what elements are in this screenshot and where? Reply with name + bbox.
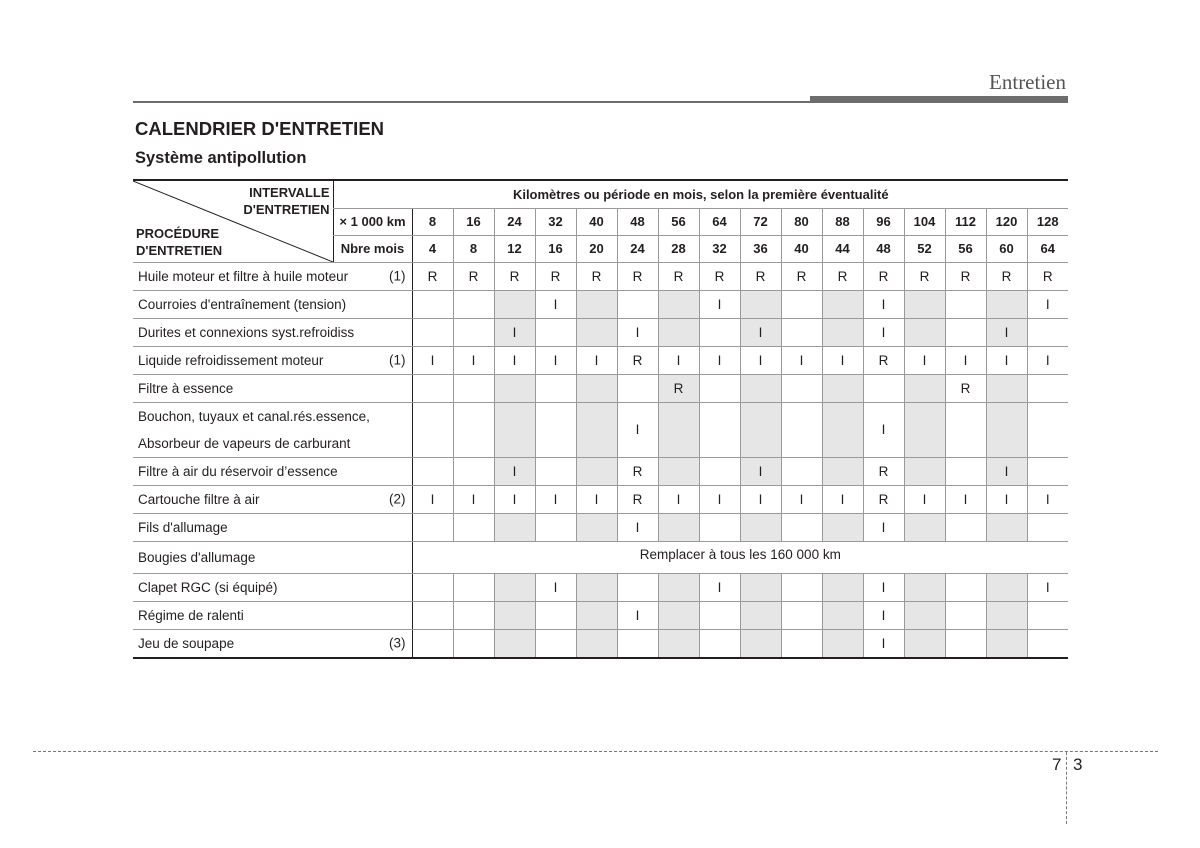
km-value: 112	[945, 208, 986, 235]
schedule-cell	[617, 374, 658, 402]
schedule-cell	[1027, 374, 1068, 402]
schedule-cell	[822, 513, 863, 541]
months-value: 12	[494, 235, 535, 262]
row-coolant	[133, 346, 1068, 374]
schedule-cell: I	[412, 485, 453, 513]
schedule-cell: R	[617, 485, 658, 513]
schedule-cell	[945, 573, 986, 601]
interval-label: INTERVALLE D'ENTRETIEN	[243, 185, 330, 217]
schedule-cell: R	[494, 262, 535, 290]
schedule-cell	[658, 629, 699, 658]
procedure-label: Cartouche filtre à air	[138, 491, 260, 507]
schedule-cell	[576, 374, 617, 402]
schedule-cell: I	[986, 346, 1027, 374]
schedule-cell	[1027, 318, 1068, 346]
schedule-cell	[535, 374, 576, 402]
schedule-cell: I	[863, 629, 904, 658]
procedure-cell	[133, 573, 412, 601]
months-value: 52	[904, 235, 945, 262]
schedule-cell	[658, 573, 699, 601]
schedule-cell: I	[535, 290, 576, 318]
schedule-cell: I	[1027, 485, 1068, 513]
schedule-cell	[535, 457, 576, 485]
months-label: Nbre mois	[333, 235, 412, 262]
months-value: 56	[945, 235, 986, 262]
schedule-cell	[494, 573, 535, 601]
procedure-label: Bouchon, tuyaux et canal.rés.essence,	[138, 408, 370, 424]
schedule-cell	[453, 318, 494, 346]
schedule-cell	[822, 402, 863, 457]
section-title: Entretien	[989, 70, 1066, 94]
km-value: 120	[986, 208, 1027, 235]
schedule-cell	[699, 374, 740, 402]
km-value: 104	[904, 208, 945, 235]
schedule-cell	[781, 374, 822, 402]
schedule-cell	[822, 374, 863, 402]
schedule-cell	[740, 513, 781, 541]
months-value: 8	[453, 235, 494, 262]
schedule-cell	[781, 290, 822, 318]
procedure-label-line2: Absorbeur de vapeurs de carburant	[138, 435, 351, 451]
km-value: 72	[740, 208, 781, 235]
schedule-cell: I	[986, 485, 1027, 513]
schedule-cell	[658, 601, 699, 629]
row-ignition-wires	[133, 513, 1068, 541]
km-value: 96	[863, 208, 904, 235]
schedule-cell: R	[535, 262, 576, 290]
schedule-cell: R	[658, 262, 699, 290]
schedule-cell: I	[617, 601, 658, 629]
km-value: 80	[781, 208, 822, 235]
schedule-cell	[658, 318, 699, 346]
schedule-cell: I	[494, 485, 535, 513]
schedule-cell: I	[453, 346, 494, 374]
schedule-cell	[945, 601, 986, 629]
schedule-cell	[781, 402, 822, 457]
procedure-note: (2)	[389, 491, 406, 507]
schedule-cell: R	[863, 457, 904, 485]
schedule-cell	[781, 457, 822, 485]
schedule-cell	[494, 290, 535, 318]
procedure-label: Filtre à air du réservoir d’essence	[138, 463, 338, 479]
schedule-cell	[822, 457, 863, 485]
table-corner-header	[133, 180, 333, 262]
schedule-cell: I	[740, 485, 781, 513]
procedure-cell	[133, 318, 412, 346]
schedule-cell	[986, 513, 1027, 541]
schedule-cell	[1027, 402, 1068, 457]
row-cooling-hoses	[133, 318, 1068, 346]
schedule-cell	[740, 374, 781, 402]
schedule-cell: R	[412, 262, 453, 290]
km-value: 16	[453, 208, 494, 235]
schedule-cell: I	[453, 485, 494, 513]
schedule-cell	[863, 374, 904, 402]
schedule-cell	[699, 402, 740, 457]
schedule-cell	[904, 457, 945, 485]
procedure-label: Durites et connexions syst.refroidiss	[138, 324, 355, 340]
schedule-cell: R	[617, 346, 658, 374]
km-value: 64	[699, 208, 740, 235]
schedule-cell	[453, 601, 494, 629]
months-value: 60	[986, 235, 1027, 262]
schedule-cell	[740, 402, 781, 457]
schedule-cell	[412, 457, 453, 485]
schedule-cell: I	[617, 513, 658, 541]
km-value: 88	[822, 208, 863, 235]
months-value: 48	[863, 235, 904, 262]
procedure-label: Régime de ralenti	[138, 607, 244, 623]
schedule-cell: I	[576, 485, 617, 513]
schedule-cell	[945, 513, 986, 541]
schedule-cell: I	[945, 346, 986, 374]
schedule-cell	[658, 402, 699, 457]
page-number: 3	[1073, 755, 1083, 774]
km-value: 48	[617, 208, 658, 235]
procedure-label: Bougies d'allumage	[138, 549, 256, 565]
schedule-cell: I	[494, 346, 535, 374]
schedule-cell	[576, 318, 617, 346]
schedule-cell: I	[740, 318, 781, 346]
schedule-cell: R	[1027, 262, 1068, 290]
schedule-cell	[535, 402, 576, 457]
schedule-cell: I	[535, 346, 576, 374]
schedule-cell	[986, 573, 1027, 601]
schedule-cell	[412, 573, 453, 601]
schedule-cell	[740, 629, 781, 658]
schedule-cell	[617, 629, 658, 658]
schedule-cell: I	[863, 290, 904, 318]
row-fuel-cap	[133, 402, 1068, 457]
schedule-cell	[904, 290, 945, 318]
footer-divider	[1066, 752, 1067, 824]
schedule-cell: I	[863, 402, 904, 457]
schedule-cell: I	[863, 318, 904, 346]
schedule-cell	[453, 402, 494, 457]
schedule-cell	[494, 601, 535, 629]
schedule-cell	[535, 513, 576, 541]
schedule-cell: I	[617, 402, 658, 457]
km-value: 128	[1027, 208, 1068, 235]
schedule-cell: I	[904, 346, 945, 374]
schedule-cell	[494, 629, 535, 658]
schedule-cell	[412, 629, 453, 658]
schedule-cell	[699, 513, 740, 541]
schedule-cell	[699, 629, 740, 658]
schedule-cell	[904, 629, 945, 658]
months-value: 16	[535, 235, 576, 262]
schedule-cell	[535, 629, 576, 658]
schedule-cell	[822, 318, 863, 346]
schedule-cell	[986, 601, 1027, 629]
schedule-cell	[576, 290, 617, 318]
schedule-cell	[904, 318, 945, 346]
schedule-cell	[904, 374, 945, 402]
schedule-cell	[453, 629, 494, 658]
km-value: 24	[494, 208, 535, 235]
schedule-cell	[576, 629, 617, 658]
schedule-cell: I	[986, 457, 1027, 485]
schedule-cell	[781, 573, 822, 601]
months-value: 36	[740, 235, 781, 262]
schedule-cell	[740, 601, 781, 629]
schedule-cell: R	[945, 374, 986, 402]
schedule-cell: I	[699, 485, 740, 513]
schedule-cell: R	[453, 262, 494, 290]
procedure-cell	[133, 262, 412, 290]
schedule-cell: I	[781, 485, 822, 513]
schedule-cell: I	[658, 346, 699, 374]
schedule-cell	[699, 601, 740, 629]
schedule-cell	[453, 513, 494, 541]
schedule-cell: I	[945, 485, 986, 513]
schedule-cell: R	[699, 262, 740, 290]
schedule-cell: I	[412, 346, 453, 374]
schedule-cell: I	[699, 346, 740, 374]
schedule-cell	[1027, 513, 1068, 541]
row-tank-air-filter	[133, 457, 1068, 485]
procedure-label: Jeu de soupape	[138, 635, 235, 651]
schedule-cell: I	[863, 513, 904, 541]
schedule-cell: I	[1027, 573, 1068, 601]
schedule-cell: R	[576, 262, 617, 290]
procedure-cell	[133, 402, 412, 457]
schedule-cell: R	[617, 262, 658, 290]
schedule-cell	[535, 318, 576, 346]
schedule-cell	[945, 318, 986, 346]
schedule-cell	[494, 402, 535, 457]
schedule-cell	[699, 318, 740, 346]
schedule-cell: R	[863, 346, 904, 374]
procedure-cell	[133, 457, 412, 485]
schedule-cell	[617, 290, 658, 318]
schedule-cell: I	[535, 485, 576, 513]
procedure-cell	[133, 485, 412, 513]
months-value: 20	[576, 235, 617, 262]
procedure-label: Courroies d'entraînement (tension)	[138, 296, 347, 312]
schedule-cell	[658, 457, 699, 485]
schedule-cell	[945, 290, 986, 318]
schedule-cell	[904, 573, 945, 601]
schedule-cell	[617, 573, 658, 601]
schedule-cell	[576, 513, 617, 541]
procedure-cell	[133, 374, 412, 402]
schedule-cell	[576, 601, 617, 629]
schedule-cell	[986, 374, 1027, 402]
schedule-cell	[986, 402, 1027, 457]
schedule-cell	[986, 629, 1027, 658]
schedule-cell	[453, 290, 494, 318]
interval-span-header: Kilomètres ou période en mois, selon la première éventualité	[333, 180, 1068, 208]
schedule-cell: I	[699, 290, 740, 318]
header-rule-accent	[810, 96, 1068, 103]
schedule-cell	[740, 573, 781, 601]
schedule-cell: R	[822, 262, 863, 290]
schedule-cell	[740, 290, 781, 318]
schedule-cell	[494, 513, 535, 541]
schedule-cell	[781, 318, 822, 346]
schedule-cell: I	[740, 346, 781, 374]
schedule-cell	[1027, 629, 1068, 658]
row-air-cleaner	[133, 485, 1068, 513]
schedule-cell: I	[740, 457, 781, 485]
row-pcv-valve	[133, 573, 1068, 601]
procedure-label: Filtre à essence	[138, 380, 234, 396]
schedule-cell	[412, 318, 453, 346]
schedule-cell	[822, 290, 863, 318]
schedule-cell	[945, 457, 986, 485]
schedule-cell: I	[781, 346, 822, 374]
schedule-cell: I	[1027, 290, 1068, 318]
procedure-cell	[133, 541, 412, 573]
schedule-cell: R	[945, 262, 986, 290]
schedule-cell	[822, 573, 863, 601]
months-value: 28	[658, 235, 699, 262]
schedule-cell: R	[658, 374, 699, 402]
schedule-cell	[699, 457, 740, 485]
schedule-cell	[904, 513, 945, 541]
schedule-cell	[781, 513, 822, 541]
schedule-cell: I	[986, 318, 1027, 346]
schedule-cell	[904, 402, 945, 457]
schedule-cell: R	[986, 262, 1027, 290]
page-subtitle: Système antipollution	[135, 149, 307, 167]
row-spark-plugs	[133, 541, 1068, 573]
schedule-cell	[576, 402, 617, 457]
footer-rule	[33, 751, 1158, 752]
schedule-cell	[1027, 457, 1068, 485]
row-drive-belts	[133, 290, 1068, 318]
schedule-cell: R	[863, 262, 904, 290]
schedule-cell	[986, 290, 1027, 318]
schedule-cell	[494, 374, 535, 402]
km-label: × 1 000 km	[333, 208, 412, 235]
schedule-cell	[822, 601, 863, 629]
months-value: 44	[822, 235, 863, 262]
schedule-cell	[412, 513, 453, 541]
schedule-cell: R	[781, 262, 822, 290]
schedule-cell	[576, 573, 617, 601]
km-value: 8	[412, 208, 453, 235]
schedule-cell: R	[904, 262, 945, 290]
schedule-cell: I	[535, 573, 576, 601]
schedule-cell: R	[617, 457, 658, 485]
months-value: 40	[781, 235, 822, 262]
months-value: 4	[412, 235, 453, 262]
schedule-cell	[453, 457, 494, 485]
procedure-cell	[133, 346, 412, 374]
row-engine-oil	[133, 262, 1068, 290]
km-value: 56	[658, 208, 699, 235]
page-title: CALENDRIER D'ENTRETIEN	[135, 118, 385, 139]
schedule-cell	[1027, 601, 1068, 629]
schedule-cell	[781, 629, 822, 658]
months-value: 24	[617, 235, 658, 262]
schedule-cell	[453, 374, 494, 402]
schedule-cell	[658, 290, 699, 318]
procedure-label: Clapet RGC (si équipé)	[138, 579, 278, 595]
schedule-cell	[576, 457, 617, 485]
schedule-cell	[822, 629, 863, 658]
procedure-label: Fils d'allumage	[138, 519, 228, 535]
schedule-cell: I	[863, 601, 904, 629]
schedule-cell: I	[576, 346, 617, 374]
months-value: 64	[1027, 235, 1068, 262]
schedule-cell	[945, 629, 986, 658]
schedule-cell: I	[904, 485, 945, 513]
schedule-cell: R	[740, 262, 781, 290]
procedure-label: Huile moteur et filtre à huile moteur	[138, 268, 349, 284]
schedule-cell	[904, 601, 945, 629]
schedule-cell	[412, 290, 453, 318]
schedule-cell: I	[822, 346, 863, 374]
procedure-note: (1)	[389, 352, 406, 368]
schedule-cell: I	[863, 573, 904, 601]
row-fuel-filter	[133, 374, 1068, 402]
schedule-cell	[412, 402, 453, 457]
schedule-cell: I	[822, 485, 863, 513]
schedule-cell	[945, 402, 986, 457]
schedule-cell	[412, 601, 453, 629]
schedule-cell: I	[699, 573, 740, 601]
procedure-cell	[133, 290, 412, 318]
schedule-cell: I	[494, 318, 535, 346]
schedule-cell: I	[1027, 346, 1068, 374]
procedure-cell	[133, 629, 412, 658]
row-idle-speed	[133, 601, 1068, 629]
schedule-cell: R	[863, 485, 904, 513]
schedule-cell	[658, 513, 699, 541]
procedure-cell	[133, 601, 412, 629]
header-rule	[133, 101, 810, 103]
km-value: 32	[535, 208, 576, 235]
schedule-cell: I	[494, 457, 535, 485]
months-value: 32	[699, 235, 740, 262]
schedule-cell	[412, 374, 453, 402]
replace-interval-note: Remplacer à tous les 160 000 km	[412, 541, 1068, 573]
procedure-note: (3)	[389, 635, 406, 651]
chapter-number: 7	[1052, 755, 1062, 774]
schedule-cell	[781, 601, 822, 629]
procedure-cell	[133, 513, 412, 541]
schedule-cell: I	[658, 485, 699, 513]
row-valve-clearance	[133, 629, 1068, 658]
schedule-cell	[535, 601, 576, 629]
schedule-cell	[453, 573, 494, 601]
procedure-label: Liquide refroidissement moteur	[138, 352, 324, 368]
procedure-label: PROCÉDURE D'ENTRETIEN	[136, 225, 223, 258]
procedure-note: (1)	[389, 268, 406, 284]
schedule-cell: I	[617, 318, 658, 346]
maintenance-table	[133, 179, 1068, 659]
km-value: 40	[576, 208, 617, 235]
